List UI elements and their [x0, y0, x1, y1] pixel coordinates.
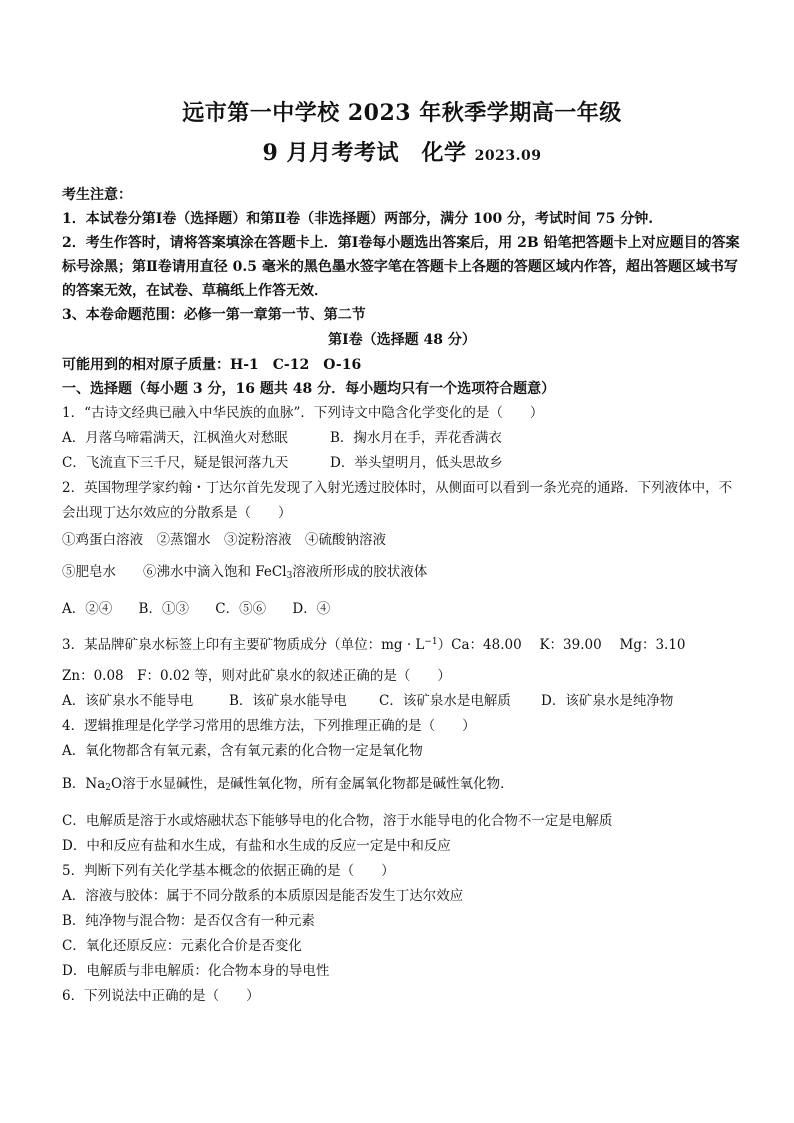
question-3-stem-line2: Zn：0.08 F：0.02 等，则对此矿泉水的叙述正确的是（ ）: [62, 668, 451, 684]
question-1-options-row2: [62, 451, 742, 476]
question-3-option-d: D．该矿泉水是纯净物: [541, 693, 674, 709]
question-2-subscript: 3: [286, 571, 293, 581]
question-5-option-b: B．纯净物与混合物：是否仅含有一种元素: [62, 913, 315, 929]
question-3-stem-text: 3．某品牌矿泉水标签上印有主要矿物质成分（单位：mg · L: [62, 637, 425, 653]
question-2-option-a: A．②④: [62, 601, 113, 617]
notice-heading: 考生注意：: [62, 187, 132, 203]
part1-title: 第Ⅰ卷（选择题 48 分）: [328, 332, 476, 348]
exam-title-subject: 9 月月考考试 化学: [262, 140, 467, 166]
question-5-stem: 5．判断下列有关化学基本概念的依据正确的是（ ）: [62, 863, 395, 879]
question-3-superscript: −1: [424, 637, 438, 647]
question-4-option-b: [62, 772, 742, 801]
question-5-option-c: C．氧化还原反应：元素化合价是否变化: [62, 938, 302, 954]
question-3-stem-values: ）Ca：48.00 K：39.00 Mg：3.10: [437, 637, 686, 653]
question-2-item-text-end: 溶液所形成的胶状液体: [292, 564, 428, 580]
question-1-option-b: B．掬水月在手，弄花香满衣: [330, 430, 502, 446]
exam-page: [62, 96, 742, 1009]
question-4-option-d: D．中和反应有盐和水生成，有盐和水生成的反应一定是中和反应: [62, 838, 451, 854]
section-heading: 一、选择题（每小题 3 分，16 题共 48 分．每小题均只有一个选项符合题意）: [62, 381, 556, 397]
question-4-option-c: C．电解质是溶于水或熔融状态下能够导电的化合物，溶于水能导电的化合物不一定是电解质: [62, 813, 613, 829]
exam-title-date: 2023.09: [474, 148, 542, 164]
question-3-stem: [62, 630, 742, 658]
question-2-items-line2: [62, 560, 742, 589]
question-1-option-d: D．举头望明月，低头思故乡: [330, 455, 503, 471]
question-4-option-b-text: B．Na: [62, 776, 106, 792]
question-4-option-a: A．氧化物都含有氧元素，含有氧元素的化合物一定是氧化物: [62, 743, 423, 759]
question-2-option-d: D．④: [292, 601, 331, 617]
notice-item-3: 3、本卷命题范围：必修一第一章第一节、第二节: [62, 307, 366, 323]
question-1-options-row1: [62, 426, 742, 451]
question-1-option-a: A．月落乌啼霜满天，江枫渔火对愁眠: [62, 430, 288, 446]
question-3-options: [62, 689, 742, 714]
question-2-stem: 2．英国物理学家约翰・丁达尔首先发现了入射光透过胶体时，从侧面可以看到一条光亮的通路．下列液体中，不会出现丁达尔效应的分散系是（ ）: [62, 480, 733, 521]
question-4-subscript: 2: [105, 783, 112, 793]
notice-item-1: 1．本试卷分第Ⅰ卷（选择题）和第Ⅱ卷（非选择题）两部分，满分 100 分，考试时间 75 分钟.: [62, 211, 654, 227]
notice-item-2: 2．考生作答时，请将答案填涂在答题卡上．第Ⅰ卷每小题选出答案后，用 2B 铅笔把答题卡上对应题目的答案标号涂黑；第Ⅱ卷请用直径 0.5 毫米的黑色墨水签字笔在答题卡上各题的答题区域内作答，超出答题区域书写的答案无效，在试卷、草稿纸上作答无效．: [62, 235, 740, 299]
question-1-option-c: C．飞流直下三千尺，疑是银河落九天: [62, 455, 289, 471]
exam-title-line2: [62, 136, 742, 173]
question-2-options: [62, 597, 742, 622]
question-2-items-line1: ①鸡蛋白溶液 ②蒸馏水 ③淀粉溶液 ④硫酸钠溶液: [62, 532, 386, 548]
question-1-stem: 1．“古诗文经典已融入中华民族的血脉”．下列诗文中隐含化学变化的是（ ）: [62, 405, 544, 421]
question-5-option-a: A．溶液与胶体：属于不同分散系的本质原因是能否发生丁达尔效应: [62, 888, 464, 904]
question-3-option-b: B．该矿泉水能导电: [229, 693, 347, 709]
question-6-stem: 6．下列说法中正确的是（ ）: [62, 988, 260, 1004]
atomic-mass-line: 可能用到的相对原子质量：H-1 C-12 O-16: [62, 357, 362, 373]
question-5-option-d: D．电解质与非电解质：化合物本身的导电性: [62, 963, 330, 979]
question-3-option-c: C．该矿泉水是电解质: [379, 693, 511, 709]
question-4-stem: 4．逻辑推理是化学学习常用的思维方法，下列推理正确的是（ ）: [62, 718, 476, 734]
exam-title-line1: 远市第一中学校 2023 年秋季学期高一年级: [182, 100, 622, 126]
question-2-item-text: ⑤肥皂水 ⑥沸水中滴入饱和 FeCl: [62, 564, 287, 580]
question-2-option-b: B．①③: [138, 601, 189, 617]
question-2-option-c: C．⑤⑥: [215, 601, 267, 617]
question-3-option-a: A．该矿泉水不能导电: [62, 693, 194, 709]
question-4-option-b-text-end: O溶于水显碱性，是碱性氧化物，所有金属氧化物都是碱性氧化物．: [111, 776, 514, 792]
